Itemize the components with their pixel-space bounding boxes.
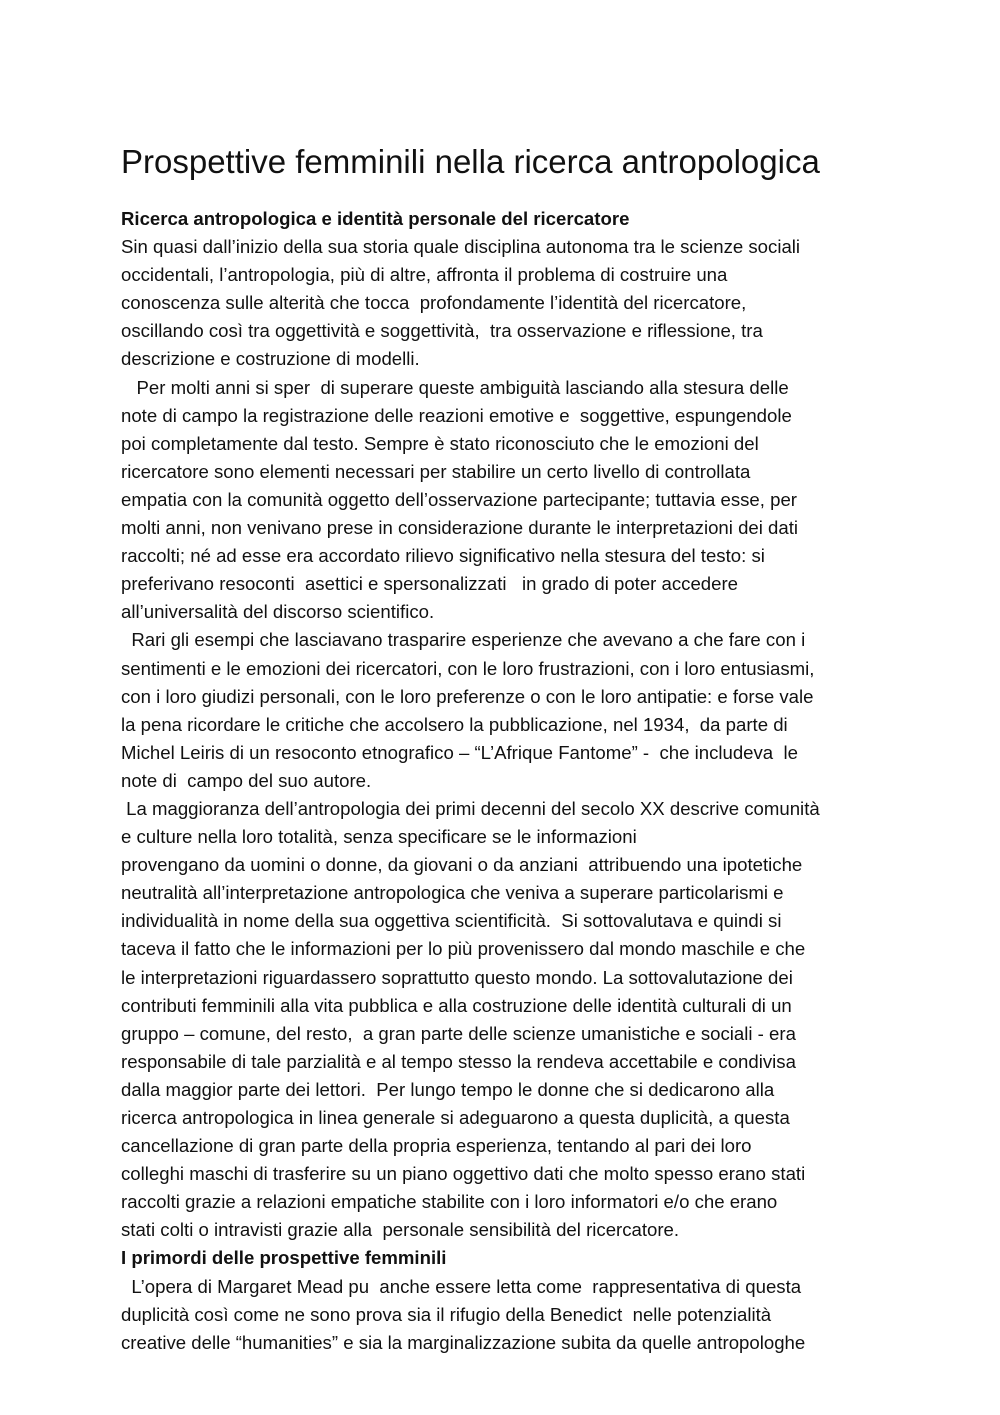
paragraph-line: oscillando così tra oggettività e soggettività, tra osservazione e riflessione, tra — [121, 320, 763, 342]
paragraph-line: dalla maggior parte dei lettori. Per lungo tempo le donne che si dedicarono alla — [121, 1078, 775, 1100]
paragraph-line: descrizione e costruzione di modelli. — [121, 348, 420, 370]
paragraph-line: provengano da uomini o donne, da giovani o da anziani attribuendo una ipotetiche — [121, 854, 803, 876]
paragraph-line: taceva il fatto che le informazioni per lo più provenissero dal mondo maschile e che — [121, 938, 806, 960]
body-text — [121, 205, 921, 1357]
paragraph-line: gruppo – comune, del resto, a gran parte delle scienze umanistiche e sociali - era — [121, 1022, 796, 1044]
paragraph-line: all’universalità del discorso scientifico. — [121, 601, 435, 623]
paragraph-line: Michel Leiris di un resoconto etnografico – “L’Afrique Fantome” - che includeva le — [121, 741, 798, 763]
paragraph-line: L’opera di Margaret Mead pu anche essere letta come rappresentativa di questa — [121, 1275, 802, 1297]
paragraph-line: molti anni, non venivano prese in considerazione durante le interpretazioni dei dati — [121, 517, 799, 539]
paragraph-line: raccolti grazie a relazioni empatiche stabilite con i loro informatori e/o che erano — [121, 1191, 778, 1213]
paragraph-line: con i loro giudizi personali, con le loro preferenze o con le loro antipatie: e forse vale — [121, 685, 814, 707]
section-heading: Ricerca antropologica e identità personale del ricercatore — [121, 208, 630, 229]
paragraph-line: la pena ricordare le critiche che accolsero la pubblicazione, nel 1934, da parte di — [121, 713, 788, 735]
paragraph-line: colleghi maschi di trasferire su un piano oggettivo dati che molto spesso erano stati — [121, 1163, 806, 1185]
page-title: Prospettive femminili nella ricerca antropologica — [121, 143, 820, 180]
paragraph-line: ricerca antropologica in linea generale si adeguarono a questa duplicità, a questa — [121, 1107, 790, 1128]
paragraph-line: occidentali, l’antropologia, più di altre, affronta il problema di costruire una — [121, 264, 728, 286]
paragraph-line: conoscenza sulle alterità che tocca profondamente l’identità del ricercatore, — [121, 292, 747, 314]
paragraph-line: creative delle “humanities” e sia la marginalizzazione subita da quelle antropologhe — [121, 1331, 806, 1353]
paragraph-line: Rari gli esempi che lasciavano trasparire esperienze che avevano a che fare con i — [121, 629, 806, 651]
paragraph-line: preferivano resoconti asettici e spersonalizzati in grado di poter accedere — [121, 573, 739, 595]
paragraph-line: individualità in nome della sua oggettiva scientificità. Si sottovalutava e quindi si — [121, 910, 782, 932]
paragraph-line: Sin quasi dall’inizio della sua storia quale disciplina autonoma tra le scienze sociali — [121, 236, 801, 258]
paragraph-line: neutralità all’interpretazione antropologica che veniva a superare particolarismi e — [121, 882, 784, 904]
paragraph-line: La maggioranza dell’antropologia dei primi decenni del secolo XX descrive comunità — [121, 797, 820, 819]
paragraph-line: note di campo la registrazione delle reazioni emotive e soggettive, espungendole — [121, 404, 792, 426]
paragraph-line: contributi femminili alla vita pubblica e alla costruzione delle identità culturali di un — [121, 994, 792, 1016]
paragraph-line: poi completamente dal testo. Sempre è stato riconosciuto che le emozioni del — [121, 432, 759, 454]
paragraph-line: le interpretazioni riguardassero soprattutto questo mondo. La sottovalutazione dei — [121, 966, 793, 988]
paragraph-line: cancellazione di gran parte della propria esperienza, tentando al pari dei loro — [121, 1135, 752, 1157]
paragraph-line: responsabile di tale parzialità e al tempo stesso la rendeva accettabile e condivisa — [121, 1050, 796, 1072]
paragraph-line: empatia con la comunità oggetto dell’osservazione partecipante; tuttavia esse, per — [121, 488, 797, 510]
paragraph-line: sentimenti e le emozioni dei ricercatori, con le loro frustrazioni, con i loro entusiasmi, — [121, 657, 815, 679]
paragraph-line: stati colti o intravisti grazie alla personale sensibilità del ricercatore. — [121, 1219, 680, 1241]
paragraph-line: duplicità così come ne sono prova sia il rifugio della Benedict nelle potenzialità — [121, 1303, 772, 1325]
paragraph-line: note di campo del suo autore. — [121, 769, 372, 791]
section-heading: I primordi delle prospettive femminili — [121, 1247, 447, 1269]
paragraph-line: e culture nella loro totalità, senza specificare se le informazioni — [121, 826, 637, 848]
paragraph-line: raccolti; né ad esse era accordato rilievo significativo nella stesura del testo: si — [121, 545, 765, 567]
paragraph-line: ricercatore sono elementi necessari per stabilire un certo livello di controllata — [121, 460, 751, 482]
paragraph-line: Per molti anni si sper di superare queste ambiguità lasciando alla stesura delle — [121, 376, 789, 398]
